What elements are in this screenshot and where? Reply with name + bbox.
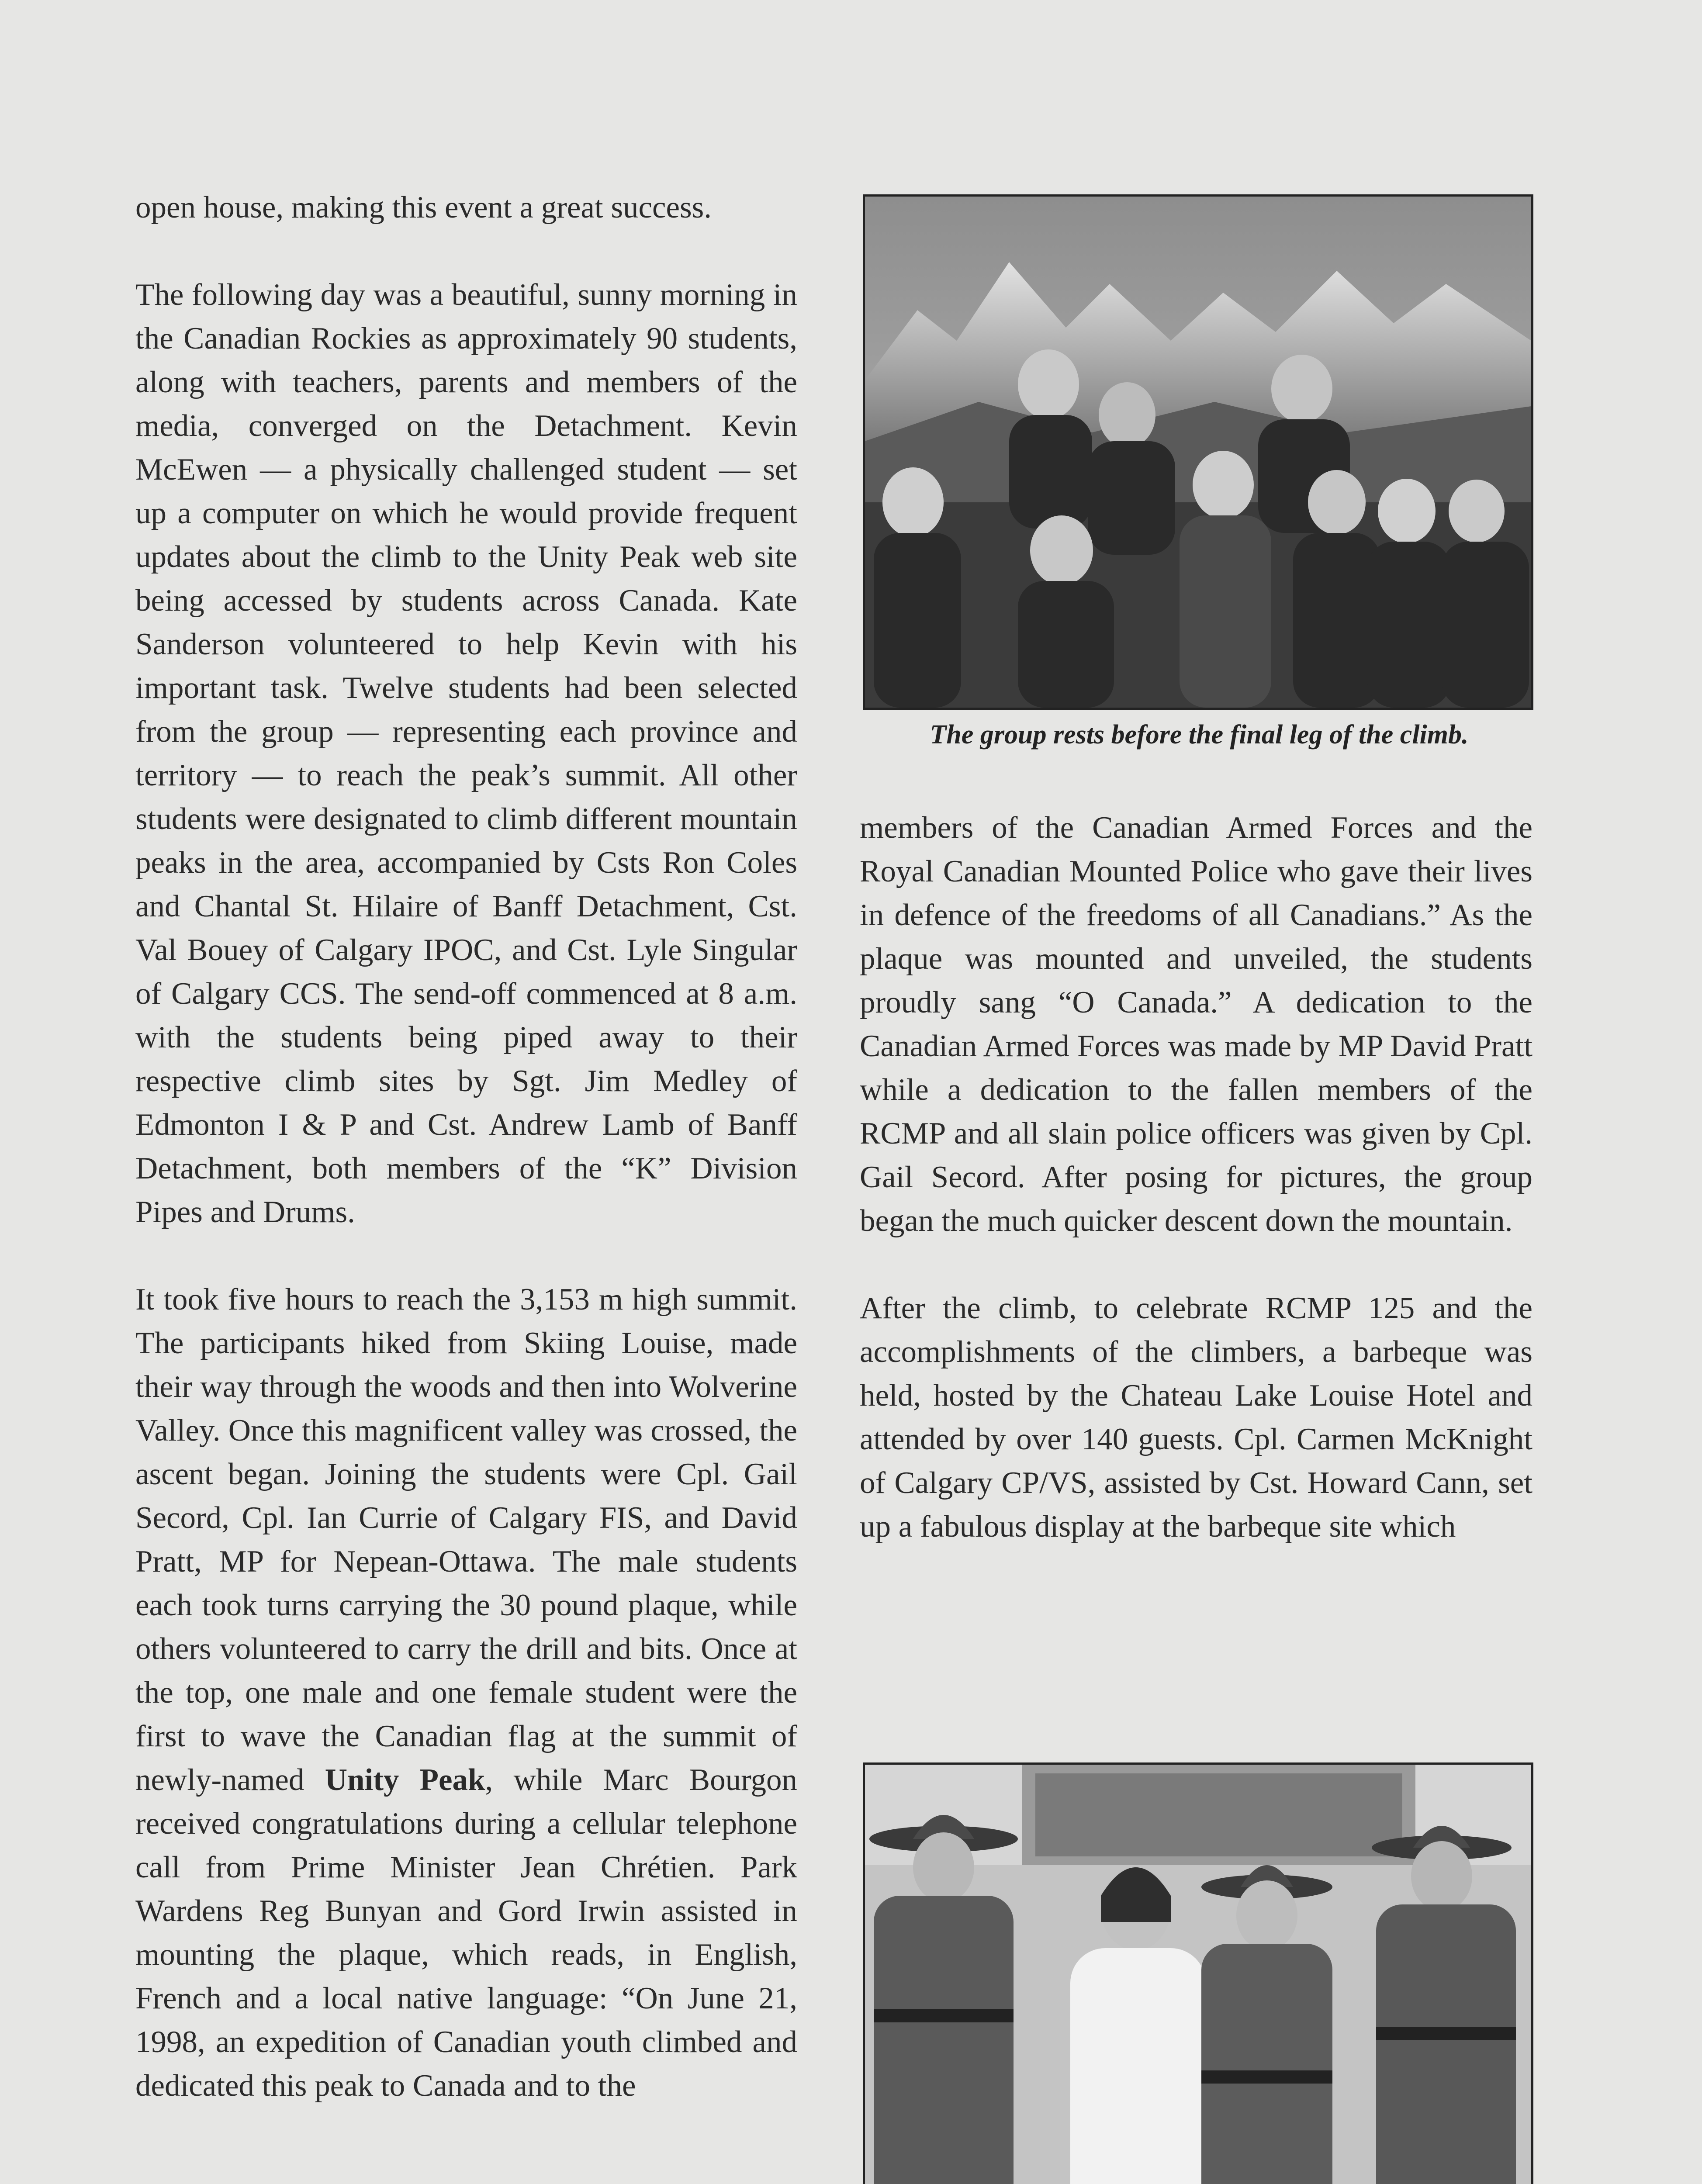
paragraph: The following day was a beautiful, sunny morning in the Canadian Rockies as approximately 90 students, along with teachers, parents and members of the media, converged on the Detachment. Kevin McEwen — a physically challenged student — set up a computer on which he would provide frequent updates about the climb to the Unity Peak web site being accessed by students across Canada. Kate Sanderson volunteered to help Kevin with his important task. Twelve students had been selected from the group — representing each province and territory — to reach the peak’s summit. All other students were designated to climb different mountain peaks in the area, accompanied by Csts Ron Coles and Chantal St. Hilaire of Banff Detachment, Cst. Val Bouey of Calgary IPOC, and Cst. Lyle Singular of Calgary CCS. The send-off commenced at 8 a.m. with the students being piped away to their respective climb sites by Sgt. Jim Medley of Edmonton I & P and Cst. Andrew Lamb of Banff Detachment, both members of the “K” Division Pipes and Drums.: [135, 278, 797, 1229]
left-column: [135, 186, 797, 2108]
paragraph: open house, making this event a great success.: [135, 190, 712, 225]
right-column: [860, 806, 1532, 1548]
photo1-caption: The group rests before the final leg of the climb.: [930, 720, 1469, 750]
paragraph: [135, 1278, 797, 2108]
unity-peak-bold: Unity Peak: [325, 1763, 485, 1797]
paragraph: After the climb, to celebrate RCMP 125 and the accomplishments of the climbers, a barbeque was held, hosted by the Chateau Lake Louise Hotel and attended by over 140 guests. Cpl. Carmen McKnight of Calgary CP/VS, assisted by Cst. Howard Cann, set up a fabulous display at the barbeque site which: [860, 1291, 1532, 1544]
detachment-members-photo: [863, 1762, 1533, 2184]
paragraph-text: It took five hours to reach the 3,153 m high summit. The participants hiked from Skiing Louise, made their way through the woods and then into Wolverine Valley. Once this magnificent valley was crossed, the ascent began. Joining the students were Cpl. Gail Secord, Cpl. Ian Currie of Calgary FIS, and David Pratt, MP for Nepean-Ottawa. The male students each took turns carrying the 30 pound plaque, while others volunteered to carry the drill and bits. Once at the top, one male and one female student were the first to wave the Canadian flag at the summit of newly-named: [135, 1282, 797, 1797]
paragraph: members of the Canadian Armed Forces and the Royal Canadian Mounted Police who gave their lives in defence of the freedoms of all Canadians.” As the plaque was mounted and unveiled, the students proudly sang “O Canada.” A dedication to the Canadian Armed Forces was made by MP David Pratt while a dedication to the fallen members of the RCMP and all slain police officers was given by Cpl. Gail Secord. After posing for pictures, the group began the much quicker descent down the mountain.: [860, 811, 1532, 1238]
paragraph-text: , while Marc Bourgon received congratulations during a cellular telephone call from Prime Minister Jean Chrétien. Park Wardens Reg Bunyan and Gord Irwin assisted in mounting the plaque, which reads, in English, French and a local native language: “On June 21, 1998, an expedition of Canadian youth climbed and dedicated this peak to Canada and to the: [135, 1763, 797, 2103]
group-climb-photo: [863, 194, 1533, 710]
